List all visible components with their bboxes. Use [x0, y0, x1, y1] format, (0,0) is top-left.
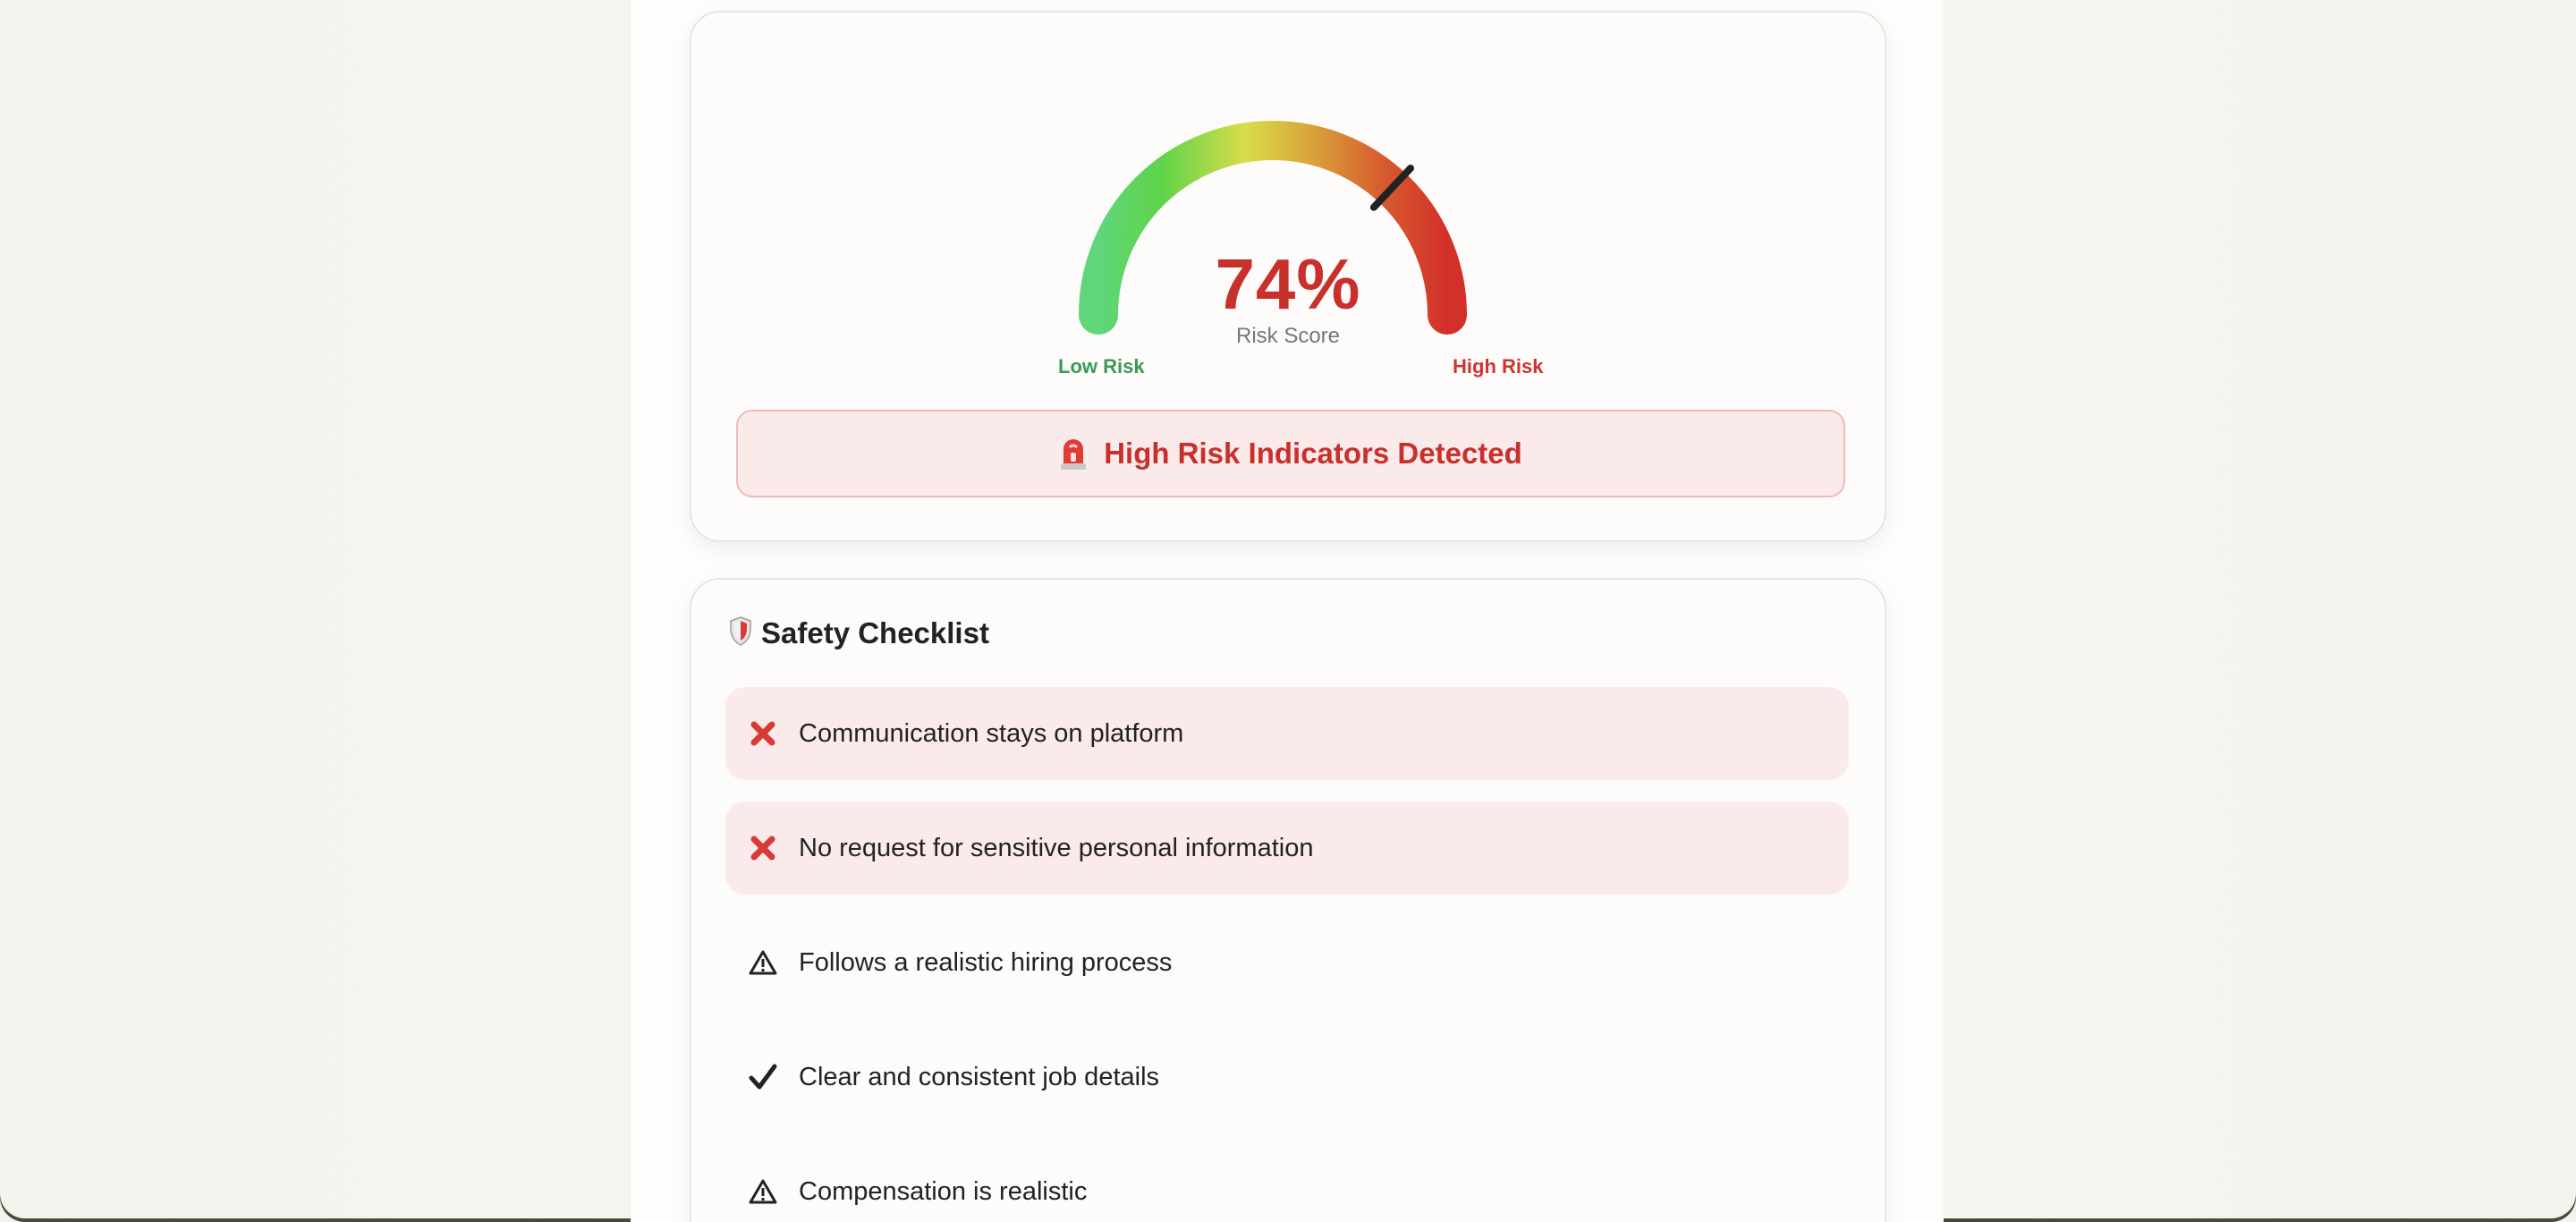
high-risk-label: High Risk — [1453, 355, 1544, 378]
alert-text: High Risk Indicators Detected — [1104, 437, 1522, 470]
risk-gauge-card — [690, 11, 1886, 542]
checklist-item-hiring-process — [725, 916, 1849, 1009]
check-icon — [745, 1064, 781, 1090]
shield-icon — [729, 615, 752, 650]
cross-icon — [745, 721, 781, 746]
cross-icon — [745, 836, 781, 861]
warning-icon — [745, 949, 781, 976]
checklist-heading — [729, 615, 989, 650]
checklist-item-compensation — [725, 1145, 1849, 1222]
checklist-title: Safety Checklist — [761, 615, 989, 649]
checklist-item-label: Follows a realistic hiring process — [799, 947, 1173, 977]
risk-score-value: 74% — [1215, 244, 1361, 324]
checklist-item-job-details — [725, 1031, 1849, 1124]
checklist-item-personal-info — [725, 802, 1849, 895]
risk-score-caption: Risk Score — [1235, 324, 1341, 348]
high-risk-alert-banner — [736, 410, 1845, 497]
checklist-item-label: Clear and consistent job details — [799, 1062, 1160, 1091]
checklist-item-label: No request for sensitive personal information — [799, 833, 1314, 862]
checklist-item-label: Communication stays on platform — [799, 718, 1184, 748]
warning-icon — [745, 1178, 781, 1205]
low-risk-label: Low Risk — [1058, 355, 1145, 378]
risk-gauge — [691, 13, 1885, 424]
checklist-item-on-platform — [725, 687, 1849, 780]
siren-icon — [1059, 437, 1088, 471]
safety-checklist-card — [690, 578, 1886, 1222]
content-column — [631, 0, 1944, 1222]
checklist-item-label: Compensation is realistic — [799, 1176, 1088, 1206]
